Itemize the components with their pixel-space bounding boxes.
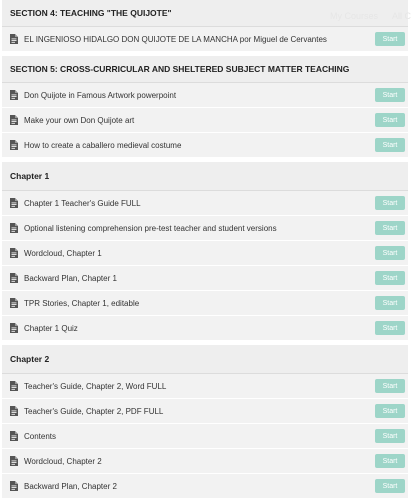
lecture-row[interactable]: [2, 27, 408, 52]
lecture-row[interactable]: [2, 316, 408, 341]
start-button[interactable]: Start: [375, 479, 405, 493]
document-icon: [10, 90, 18, 100]
chapter-2: [2, 345, 408, 499]
document-icon: [10, 273, 18, 283]
section-header: [2, 345, 408, 374]
section-title: SECTION 5: CROSS-CURRICULAR AND SHELTERED SUBJECT MATTER TEACHING: [10, 64, 350, 74]
lecture-title: Teacher's Guide, Chapter 2, Word FULL: [24, 381, 167, 391]
lecture-title: Backward Plan, Chapter 1: [24, 273, 117, 283]
start-button[interactable]: Start: [375, 404, 405, 418]
top-nav: [330, 11, 411, 21]
start-button[interactable]: Start: [375, 196, 405, 210]
lecture-row[interactable]: [2, 474, 408, 499]
section-4: [2, 0, 408, 52]
lecture-row[interactable]: [2, 374, 408, 399]
section-title: SECTION 4: TEACHING "THE QUIJOTE": [10, 8, 172, 18]
lecture-row[interactable]: [2, 399, 408, 424]
lecture-title: Don Quijote in Famous Artwork powerpoint: [24, 90, 177, 100]
lecture-title: Backward Plan, Chapter 2: [24, 481, 117, 491]
lecture-row[interactable]: [2, 241, 408, 266]
document-icon: [10, 223, 18, 233]
lecture-row[interactable]: [2, 133, 408, 158]
lecture-row[interactable]: [2, 191, 408, 216]
document-icon: [10, 198, 18, 208]
section-title: Chapter 2: [10, 354, 50, 364]
lecture-title: Optional listening comprehension pre-test teacher and student versions: [24, 223, 277, 233]
document-icon: [10, 248, 18, 258]
lecture-title: Chapter 1 Teacher's Guide FULL: [24, 198, 141, 208]
document-icon: [10, 381, 18, 391]
lecture-row[interactable]: [2, 291, 408, 316]
section-header: [2, 162, 408, 191]
lecture-title: EL INGENIOSO HIDALGO DON QUIJOTE DE LA MANCHA por Miguel de Cervantes: [24, 34, 327, 44]
section-5: [2, 56, 408, 158]
start-button[interactable]: Start: [375, 296, 405, 310]
start-button[interactable]: Start: [375, 88, 405, 102]
document-icon: [10, 323, 18, 333]
start-button[interactable]: Start: [375, 271, 405, 285]
lecture-row[interactable]: [2, 216, 408, 241]
start-button[interactable]: Start: [375, 454, 405, 468]
start-button[interactable]: Start: [375, 246, 405, 260]
document-icon: [10, 115, 18, 125]
start-button[interactable]: Start: [375, 379, 405, 393]
document-icon: [10, 481, 18, 491]
document-icon: [10, 431, 18, 441]
start-button[interactable]: Start: [375, 32, 405, 46]
nav-my-courses[interactable]: My Courses: [329, 11, 378, 21]
lecture-row[interactable]: [2, 449, 408, 474]
lecture-title: Contents: [24, 431, 57, 441]
start-button[interactable]: Start: [375, 321, 405, 335]
start-button[interactable]: Start: [375, 221, 405, 235]
lecture-row[interactable]: [2, 424, 408, 449]
start-button[interactable]: Start: [375, 138, 405, 152]
lecture-title: Chapter 1 Quiz: [24, 323, 78, 333]
lecture-title: Teacher's Guide, Chapter 2, PDF FULL: [24, 406, 164, 416]
document-icon: [10, 456, 18, 466]
start-button[interactable]: Start: [375, 113, 405, 127]
document-icon: [10, 298, 18, 308]
section-title: Chapter 1: [10, 171, 50, 181]
lecture-row[interactable]: [2, 83, 408, 108]
lecture-title: TPR Stories, Chapter 1, editable: [24, 298, 140, 308]
chapter-1: [2, 162, 408, 341]
nav-all-courses[interactable]: All C: [391, 11, 411, 21]
document-icon: [10, 406, 18, 416]
lecture-title: Make your own Don Quijote art: [24, 115, 135, 125]
curriculum: [2, 0, 408, 503]
start-button[interactable]: Start: [375, 429, 405, 443]
lecture-title: Wordcloud, Chapter 1: [24, 248, 102, 258]
document-icon: [10, 140, 18, 150]
lecture-row[interactable]: [2, 108, 408, 133]
lecture-title: Wordcloud, Chapter 2: [24, 456, 102, 466]
document-icon: [10, 34, 18, 44]
section-header: [2, 56, 408, 83]
lecture-title: How to create a caballero medieval costume: [24, 140, 182, 150]
lecture-row[interactable]: [2, 266, 408, 291]
